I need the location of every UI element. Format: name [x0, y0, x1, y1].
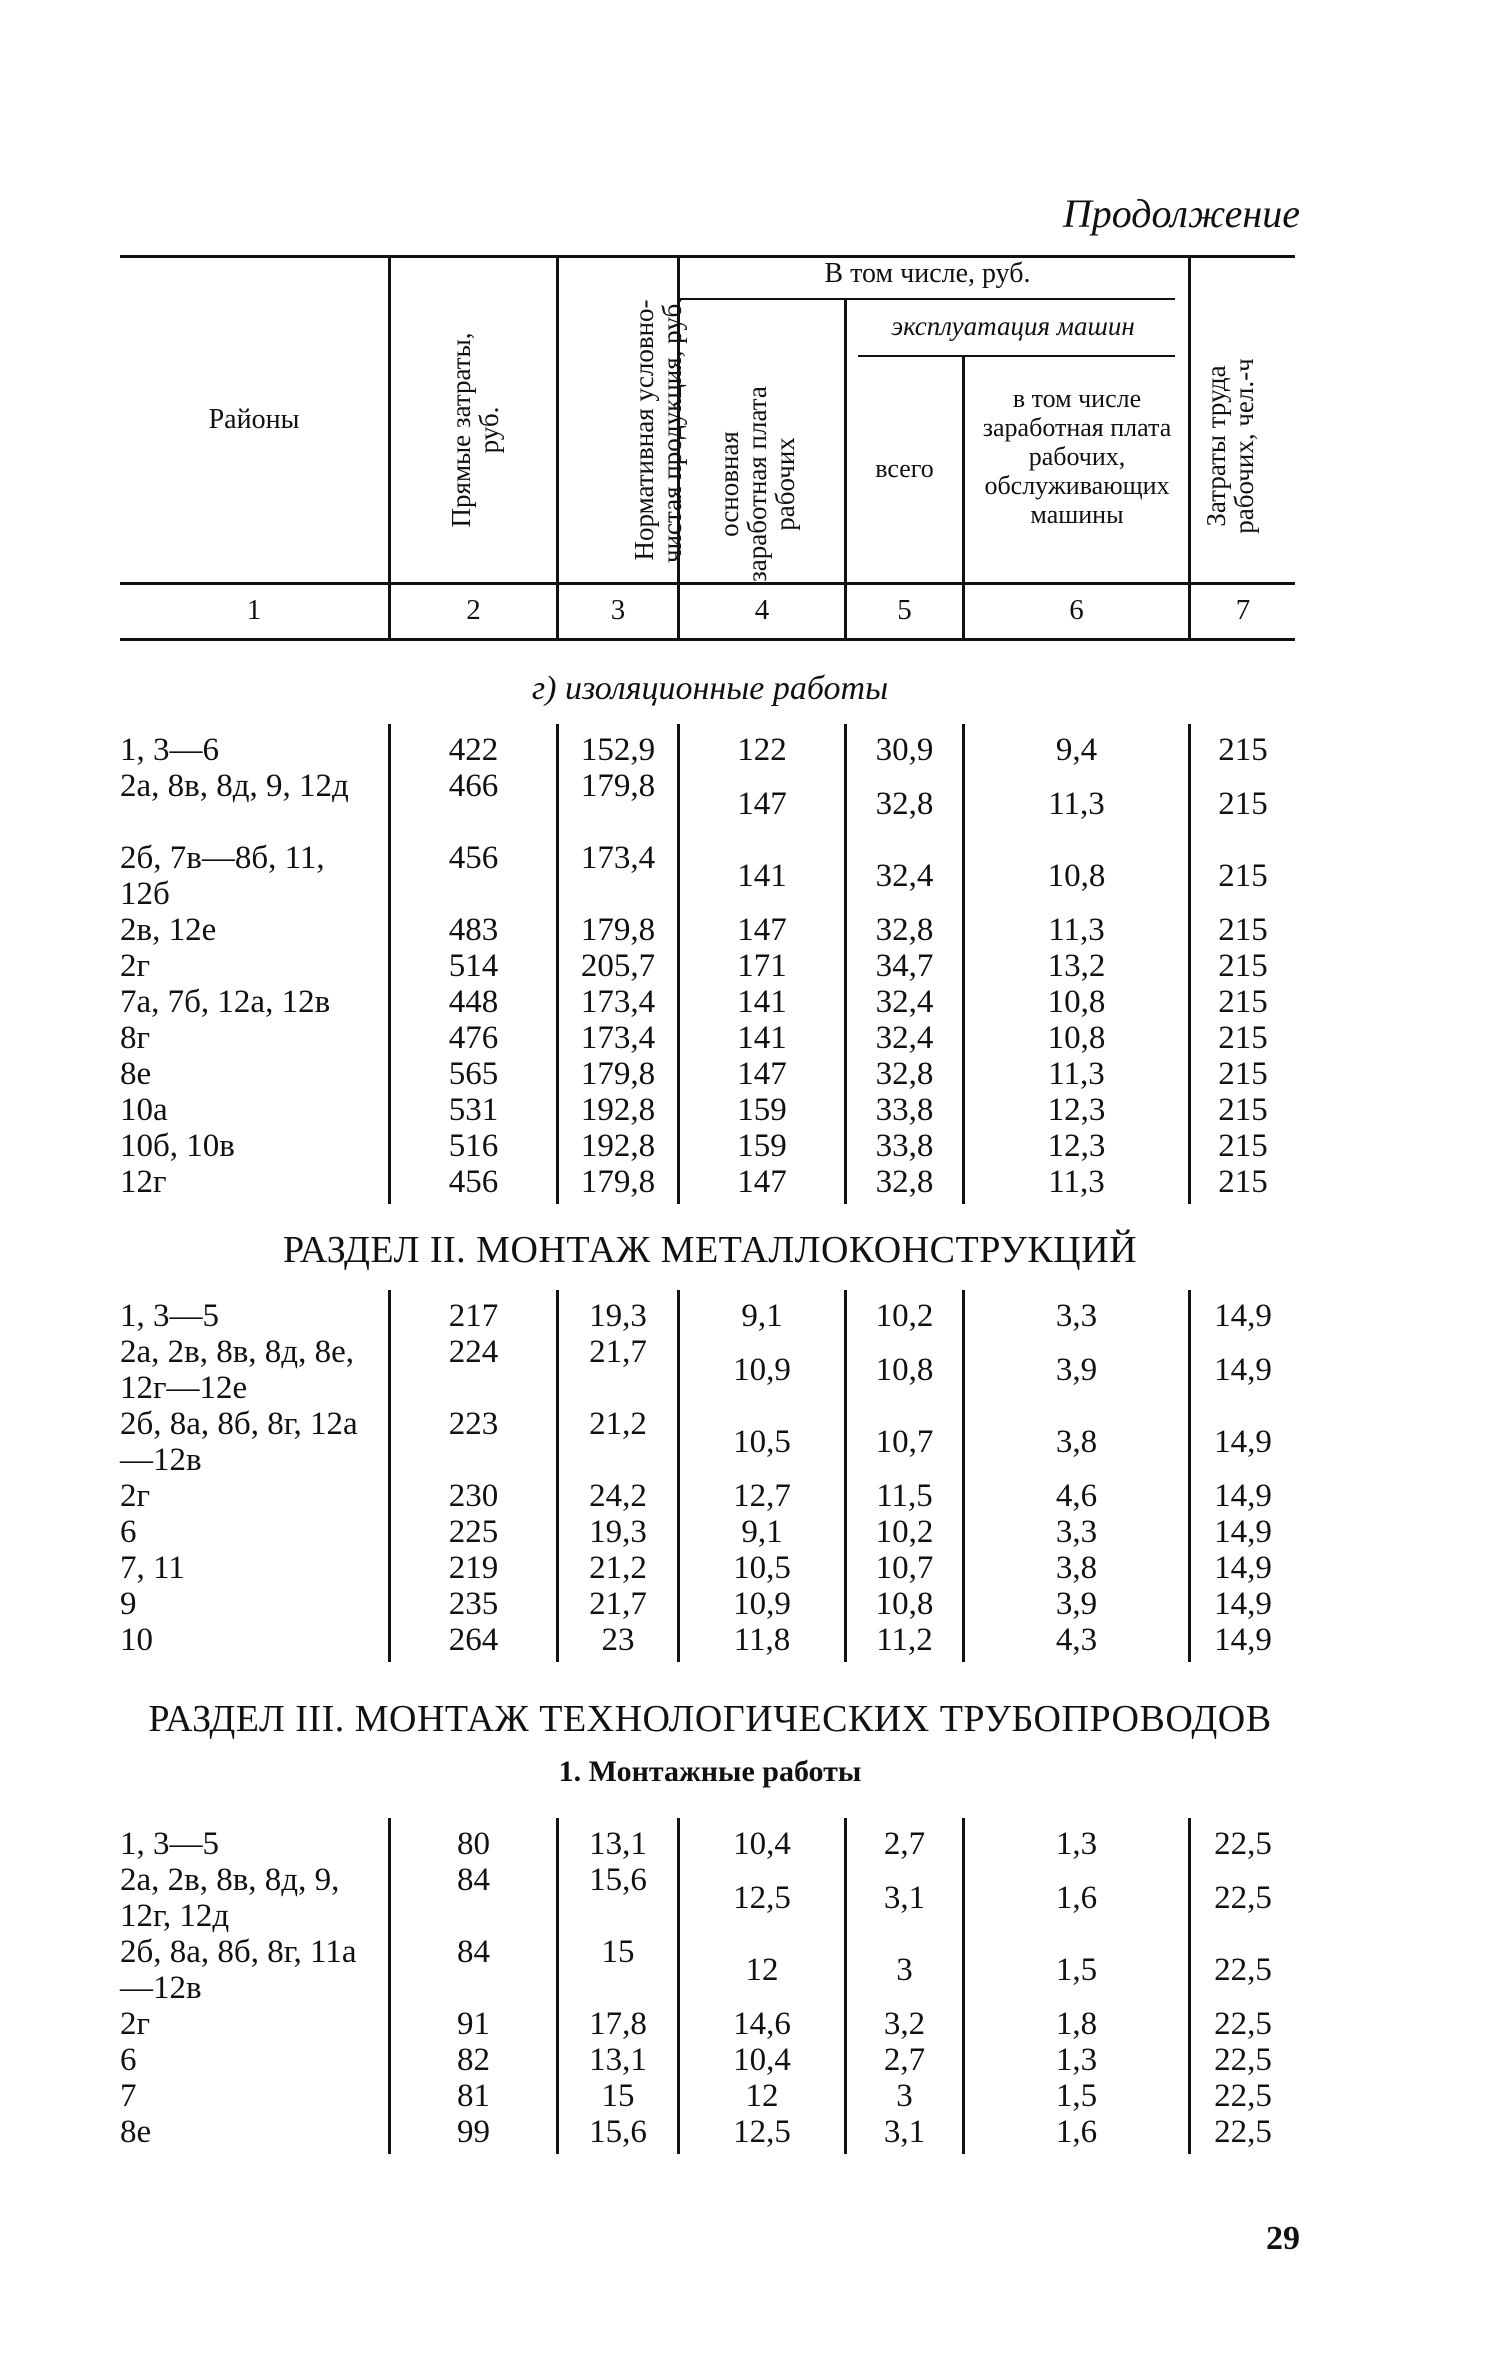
value-cell: 179,8 — [580, 1056, 656, 1092]
value-cell: 225 — [448, 1514, 499, 1550]
column-divider — [556, 1290, 559, 1662]
value-cell: 22,5 — [1214, 1826, 1272, 1862]
value-cell: 3,1 — [883, 1880, 926, 1916]
value-cell: 215 — [1218, 786, 1268, 822]
district-cell: 9 — [120, 1586, 137, 1622]
value-cell: 15,6 — [589, 1862, 647, 1898]
district-cell: 10а — [120, 1092, 168, 1128]
value-cell: 264 — [448, 1622, 499, 1658]
value-cell: 12,5 — [733, 1880, 791, 1916]
value-cell: 4,6 — [1055, 1478, 1098, 1514]
value-cell: 14,9 — [1214, 1514, 1272, 1550]
value-cell: 11,3 — [1048, 1164, 1105, 1200]
value-cell: 224 — [448, 1334, 499, 1370]
value-cell: 10,2 — [875, 1298, 934, 1334]
value-cell: 15 — [601, 2078, 635, 2114]
district-cell: 7а, 7б, 12а, 12в — [120, 984, 331, 1020]
district-cell: 10 — [120, 1622, 153, 1658]
group-rule — [680, 298, 1175, 300]
district-cell: 1, 3—5 — [120, 1826, 219, 1862]
table-top-rule — [120, 255, 1295, 258]
value-cell: 19,3 — [589, 1514, 647, 1550]
value-cell: 82 — [457, 2042, 490, 2078]
value-cell: 456 — [448, 840, 499, 876]
header-base-wages: основная заработная плата рабочих — [714, 386, 800, 582]
value-cell: 215 — [1218, 984, 1268, 1020]
value-cell: 12 — [745, 1952, 779, 1988]
value-cell: 147 — [737, 912, 787, 948]
district-cell: 1, 3—6 — [120, 732, 219, 768]
column-divider — [962, 1290, 965, 1662]
value-cell: 14,9 — [1214, 1298, 1272, 1334]
value-cell: 152,9 — [580, 732, 656, 768]
subgroup-rule — [858, 355, 1175, 357]
value-cell: 1,5 — [1055, 2078, 1098, 2114]
district-cell: 12г — [120, 1164, 167, 1200]
value-cell: 12,3 — [1047, 1092, 1106, 1128]
column-divider — [677, 1818, 680, 2154]
column-number: 6 — [1069, 594, 1084, 626]
value-cell: 3,3 — [1055, 1514, 1098, 1550]
value-cell: 14,9 — [1214, 1424, 1272, 1460]
value-cell: 514 — [448, 948, 499, 984]
column-divider — [844, 1818, 847, 2154]
column-divider — [844, 724, 847, 1204]
value-cell: 84 — [457, 1862, 490, 1898]
district-cell: 2б, 8а, 8б, 8г, 11а—12в — [120, 1934, 357, 2006]
value-cell: 159 — [737, 1092, 787, 1128]
value-cell: 4,3 — [1055, 1622, 1098, 1658]
value-cell: 32,4 — [875, 984, 934, 1020]
value-cell: 81 — [457, 2078, 490, 2114]
district-cell: 2г — [120, 948, 151, 984]
value-cell: 3 — [896, 2078, 913, 2114]
value-cell: 215 — [1218, 1128, 1268, 1164]
value-cell: 9,1 — [741, 1298, 783, 1334]
column-divider — [388, 1818, 391, 2154]
value-cell: 230 — [448, 1478, 499, 1514]
district-cell: 2г — [120, 2006, 151, 2042]
value-cell: 215 — [1218, 912, 1268, 948]
value-cell: 14,9 — [1214, 1478, 1272, 1514]
header-machine-wages: в том числе заработная плата рабочих, обслуживающих машины — [982, 384, 1172, 529]
district-cell: 2а, 2в, 8в, 8д, 8е, 12г—12е — [120, 1334, 354, 1406]
header-districts: Районы — [208, 404, 300, 435]
value-cell: 179,8 — [580, 768, 656, 804]
value-cell: 215 — [1218, 948, 1268, 984]
value-cell: 34,7 — [875, 948, 934, 984]
value-cell: 10,8 — [875, 1586, 934, 1622]
district-cell: 2а, 2в, 8в, 8д, 9, 12г, 12д — [120, 1862, 340, 1934]
value-cell: 14,9 — [1214, 1352, 1272, 1388]
value-cell: 1,8 — [1055, 2006, 1098, 2042]
column-number-rule — [120, 638, 1295, 641]
header-divider — [388, 255, 391, 638]
value-cell: 10,8 — [1047, 858, 1106, 894]
district-cell: 8г — [120, 1020, 151, 1056]
column-divider — [677, 1290, 680, 1662]
value-cell: 99 — [457, 2114, 490, 2150]
value-cell: 91 — [457, 2006, 490, 2042]
value-cell: 565 — [448, 1056, 499, 1092]
value-cell: 192,8 — [580, 1128, 656, 1164]
column-number: 4 — [754, 594, 770, 626]
value-cell: 422 — [448, 732, 499, 768]
district-cell: 2в, 12е — [120, 912, 217, 948]
value-cell: 219 — [448, 1550, 499, 1586]
value-cell: 476 — [448, 1020, 499, 1056]
value-cell: 159 — [737, 1128, 787, 1164]
value-cell: 141 — [737, 858, 787, 894]
value-cell: 215 — [1218, 1092, 1268, 1128]
value-cell: 173,4 — [580, 840, 656, 876]
value-cell: 11,8 — [733, 1622, 791, 1658]
column-divider — [556, 724, 559, 1204]
value-cell: 531 — [448, 1092, 499, 1128]
value-cell: 215 — [1218, 1056, 1268, 1092]
header-group-including: В том числе, руб. — [824, 258, 1031, 289]
value-cell: 14,9 — [1214, 1622, 1272, 1658]
value-cell: 22,5 — [1214, 1952, 1272, 1988]
district-cell: 8е — [120, 2114, 152, 2150]
value-cell: 3,8 — [1055, 1424, 1098, 1460]
value-cell: 11,3 — [1048, 912, 1105, 948]
column-divider — [388, 724, 391, 1204]
value-cell: 456 — [448, 1164, 499, 1200]
value-cell: 10,4 — [733, 2042, 791, 2078]
column-number: 7 — [1235, 594, 1251, 626]
value-cell: 10,5 — [733, 1424, 791, 1460]
value-cell: 3 — [896, 1952, 913, 1988]
value-cell: 217 — [448, 1298, 499, 1334]
district-cell: 2г — [120, 1478, 151, 1514]
value-cell: 15 — [601, 1934, 635, 1970]
value-cell: 12,3 — [1047, 1128, 1106, 1164]
value-cell: 448 — [448, 984, 499, 1020]
district-cell: 8е — [120, 1056, 152, 1092]
column-divider — [844, 1290, 847, 1662]
value-cell: 22,5 — [1214, 2006, 1272, 2042]
value-cell: 10,8 — [1047, 984, 1106, 1020]
value-cell: 147 — [737, 1164, 787, 1200]
value-cell: 147 — [737, 786, 787, 822]
value-cell: 22,5 — [1214, 1880, 1272, 1916]
value-cell: 10,4 — [733, 1826, 791, 1862]
value-cell: 466 — [448, 768, 499, 804]
header-labor-costs: Затраты труда рабочих, чел.-ч — [1201, 358, 1259, 534]
column-divider — [388, 1290, 391, 1662]
value-cell: 9,1 — [741, 1514, 783, 1550]
value-cell: 147 — [737, 1056, 787, 1092]
value-cell: 10,9 — [733, 1586, 791, 1622]
value-cell: 80 — [457, 1826, 490, 1862]
value-cell: 33,8 — [875, 1092, 934, 1128]
column-divider — [677, 724, 680, 1204]
value-cell: 173,4 — [580, 984, 656, 1020]
column-divider — [962, 1818, 965, 2154]
header-machine-operation: эксплуатация машин — [891, 311, 1135, 341]
district-cell: 10б, 10в — [120, 1128, 235, 1164]
value-cell: 10,8 — [1047, 1020, 1106, 1056]
column-divider — [1188, 1818, 1191, 2154]
value-cell: 3,8 — [1055, 1550, 1098, 1586]
value-cell: 22,5 — [1214, 2078, 1272, 2114]
value-cell: 3,3 — [1055, 1298, 1098, 1334]
value-cell: 1,6 — [1055, 2114, 1098, 2150]
value-cell: 223 — [448, 1406, 499, 1442]
value-cell: 9,4 — [1055, 732, 1098, 768]
header-divider — [1188, 255, 1191, 638]
value-cell: 1,3 — [1055, 2042, 1098, 2078]
header-normative-product: Нормативная условно-чистая продукция, руб. — [629, 297, 687, 563]
value-cell: 215 — [1218, 1164, 1268, 1200]
continuation-label: Продолжение — [1062, 191, 1300, 236]
column-divider — [962, 724, 965, 1204]
district-cell: 7, 11 — [120, 1550, 185, 1586]
value-cell: 10,9 — [733, 1352, 791, 1388]
value-cell: 1,5 — [1055, 1952, 1098, 1988]
value-cell: 2,7 — [883, 2042, 926, 2078]
section-subtitle-installation: 1. Монтажные работы — [558, 1755, 862, 1788]
column-number: 5 — [897, 594, 912, 626]
district-cell: 2б, 8а, 8б, 8г, 12а—12в — [120, 1406, 358, 1478]
value-cell: 24,2 — [589, 1478, 647, 1514]
district-cell: 2б, 7в—8б, 11, 12б — [120, 840, 325, 912]
value-cell: 122 — [737, 732, 787, 768]
value-cell: 12,5 — [733, 2114, 791, 2150]
section-title-insulation: г) изоляционные работы — [531, 670, 889, 707]
district-cell: 6 — [120, 2042, 137, 2078]
value-cell: 3,1 — [883, 2114, 926, 2150]
value-cell: 14,9 — [1214, 1550, 1272, 1586]
value-cell: 32,4 — [875, 1020, 934, 1056]
column-divider — [556, 1818, 559, 2154]
value-cell: 13,1 — [589, 1826, 647, 1862]
value-cell: 179,8 — [580, 912, 656, 948]
value-cell: 14,9 — [1214, 1586, 1272, 1622]
value-cell: 516 — [448, 1128, 499, 1164]
value-cell: 14,6 — [733, 2006, 791, 2042]
value-cell: 483 — [448, 912, 499, 948]
section-title-pipelines: РАЗДЕЛ III. МОНТАЖ ТЕХНОЛОГИЧЕСКИХ ТРУБОПРОВОДОВ — [148, 1698, 1272, 1740]
value-cell: 10,8 — [875, 1352, 934, 1388]
value-cell: 205,7 — [580, 948, 656, 984]
value-cell: 32,8 — [875, 1056, 934, 1092]
value-cell: 84 — [457, 1934, 490, 1970]
value-cell: 3,9 — [1055, 1586, 1098, 1622]
district-cell: 1, 3—5 — [120, 1298, 219, 1334]
column-number: 3 — [610, 594, 626, 626]
value-cell: 10,7 — [875, 1550, 934, 1586]
value-cell: 10,5 — [733, 1550, 791, 1586]
header-total: всего — [875, 454, 934, 483]
value-cell: 32,8 — [875, 786, 934, 822]
value-cell: 22,5 — [1214, 2114, 1272, 2150]
header-direct-costs: Прямые затраты, руб. — [446, 332, 504, 528]
value-cell: 17,8 — [589, 2006, 647, 2042]
value-cell: 3,9 — [1055, 1352, 1098, 1388]
value-cell: 11,3 — [1048, 786, 1105, 822]
value-cell: 21,2 — [589, 1550, 647, 1586]
section-title-metal-structures: РАЗДЕЛ II. МОНТАЖ МЕТАЛЛОКОНСТРУКЦИЙ — [282, 1229, 1138, 1271]
column-number: 1 — [246, 594, 262, 626]
value-cell: 21,7 — [589, 1586, 647, 1622]
value-cell: 235 — [448, 1586, 499, 1622]
value-cell: 215 — [1218, 1020, 1268, 1056]
value-cell: 22,5 — [1214, 2042, 1272, 2078]
value-cell: 12 — [745, 2078, 779, 2114]
page-number: 29 — [1266, 2220, 1300, 2257]
header-divider — [556, 255, 559, 638]
district-cell: 6 — [120, 1514, 137, 1550]
value-cell: 215 — [1218, 732, 1268, 768]
value-cell: 11,3 — [1048, 1056, 1105, 1092]
value-cell: 21,7 — [589, 1334, 647, 1370]
value-cell: 32,8 — [875, 912, 934, 948]
value-cell: 141 — [737, 984, 787, 1020]
value-cell: 173,4 — [580, 1020, 656, 1056]
value-cell: 3,2 — [883, 2006, 926, 2042]
value-cell: 32,4 — [875, 858, 934, 894]
column-divider — [1188, 724, 1191, 1204]
value-cell: 13,1 — [589, 2042, 647, 2078]
value-cell: 192,8 — [580, 1092, 656, 1128]
value-cell: 32,8 — [875, 1164, 934, 1200]
district-cell: 2а, 8в, 8д, 9, 12д — [120, 768, 349, 804]
value-cell: 171 — [737, 948, 787, 984]
value-cell: 21,2 — [589, 1406, 647, 1442]
header-bottom-rule — [120, 582, 1295, 585]
value-cell: 15,6 — [589, 2114, 647, 2150]
value-cell: 33,8 — [875, 1128, 934, 1164]
value-cell: 215 — [1218, 858, 1268, 894]
value-cell: 11,5 — [876, 1478, 933, 1514]
column-divider — [1188, 1290, 1191, 1662]
column-number: 2 — [466, 594, 481, 626]
value-cell: 1,6 — [1055, 1880, 1098, 1916]
value-cell: 179,8 — [580, 1164, 656, 1200]
value-cell: 2,7 — [883, 1826, 926, 1862]
value-cell: 19,3 — [589, 1298, 647, 1334]
value-cell: 13,2 — [1047, 948, 1106, 984]
value-cell: 23 — [601, 1622, 635, 1658]
value-cell: 30,9 — [875, 732, 934, 768]
value-cell: 10,2 — [875, 1514, 934, 1550]
value-cell: 1,3 — [1055, 1826, 1098, 1862]
value-cell: 12,7 — [733, 1478, 791, 1514]
value-cell: 11,2 — [876, 1622, 933, 1658]
district-cell: 7 — [120, 2078, 137, 2114]
value-cell: 10,7 — [875, 1424, 934, 1460]
value-cell: 141 — [737, 1020, 787, 1056]
